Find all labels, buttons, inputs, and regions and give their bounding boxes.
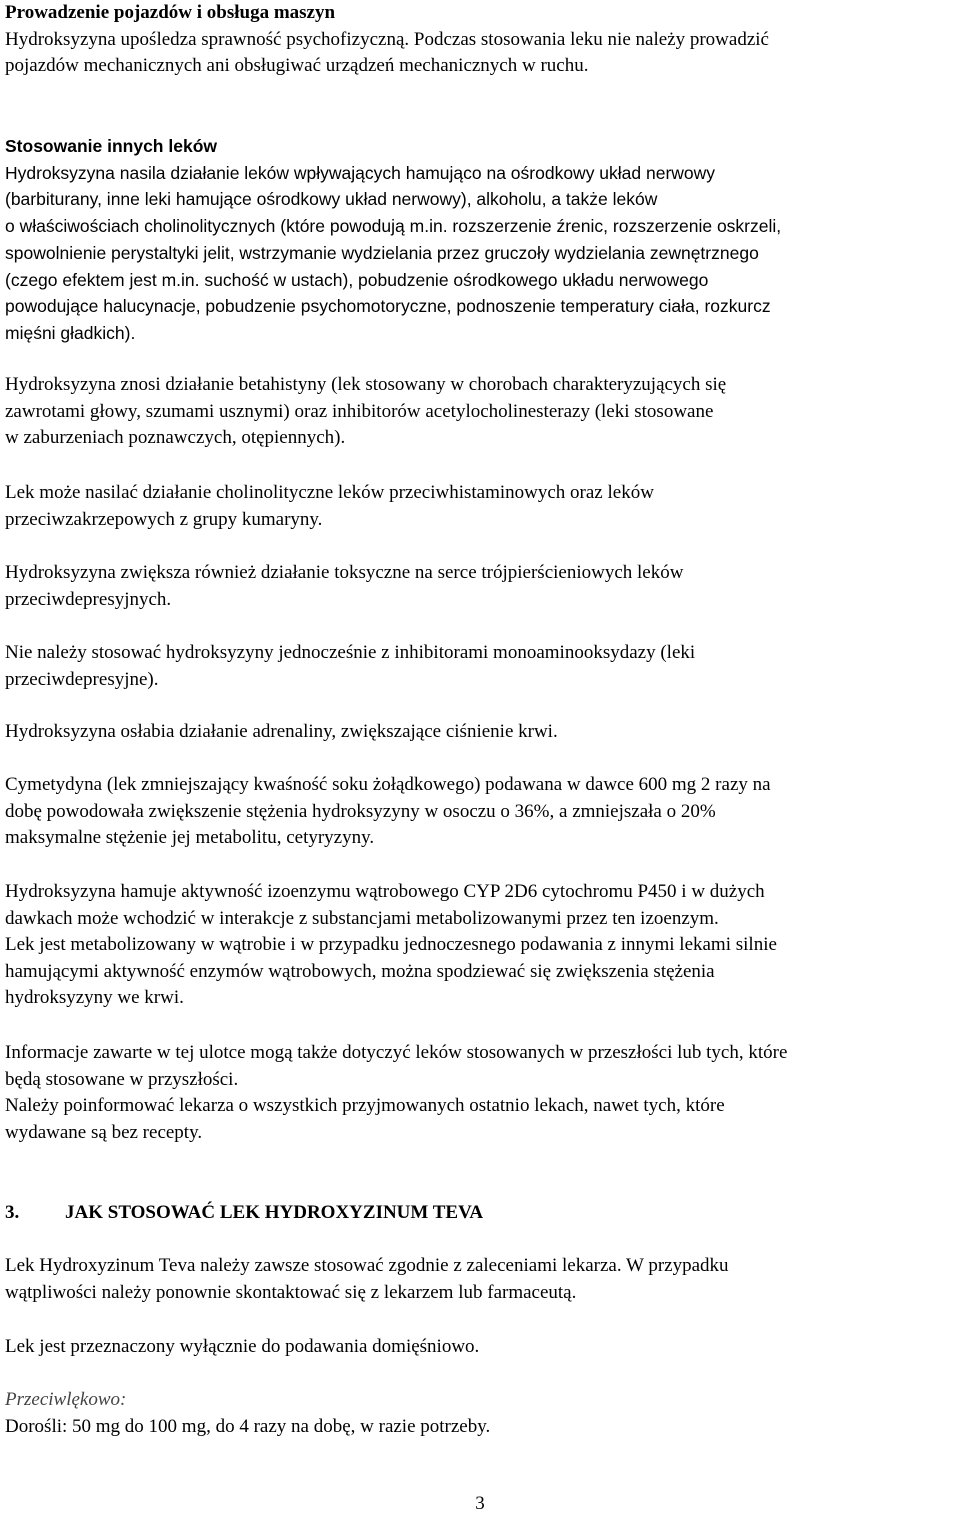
paragraph-line: maksymalne stężenie jej metabolitu, cetyryzyny. [5,827,375,849]
adrenaline-paragraph [5,719,955,746]
paragraph-line: przeciwdepresyjnych. [5,588,172,610]
driving-heading: Prowadzenie pojazdów i obsługa maszyn [5,2,336,23]
other-drugs-line: (czego efektem jest m.in. suchość w ustach), pobudzenie ośrodkowego układu nerwowego [5,269,709,290]
other-drugs-line: o właściwościach cholinolitycznych (które powodują m.in. rozszerzenie źrenic, rozszerzenie oskrzeli, [5,216,782,237]
page-number: 3 [475,1493,485,1514]
other-drugs-section [5,133,955,347]
cimetidine-paragraph [5,772,955,852]
paragraph-line: hamującymi aktywność enzymów wątrobowych, można spodziewać się zwiększenia stężenia [5,960,715,982]
paragraph-line: Lek Hydroxyzinum Teva należy zawsze stosować zgodnie z zaleceniami lekarza. W przypadku [5,1255,729,1276]
paragraph-line: Hydroksyzyna hamuje aktywność izoenzymu wątrobowego CYP 2D6 cytochromu P450 i w dużych [5,881,765,902]
tricyclic-paragraph [5,560,955,613]
driving-line-1: Hydroksyzyna upośledza sprawność psychofizyczną. Podczas stosowania leku nie należy prowadzić [5,28,769,50]
paragraph-line: Cymetydyna (lek zmniejszający kwaśność soku żołądkowego) podawana w dawce 600 mg 2 razy na [5,774,771,795]
dosage-line: Dorośli: 50 mg do 100 mg, do 4 razy na dobę, w razie potrzeby. [5,1415,491,1437]
paragraph-line: hydroksyzyny we krwi. [5,987,184,1009]
section-3-heading [5,1200,955,1227]
cyp-paragraph [5,879,955,1012]
paragraph-line: Lek jest metabolizowany w wątrobie i w przypadku jednoczesnego podawania z innymi lekami silnie [5,934,777,956]
other-drugs-line: mięśni gładkich). [5,322,136,343]
other-drugs-heading: Stosowanie innych leków [5,136,217,156]
dosage-block [5,1387,955,1440]
paragraph-line: dobę powodowała zwiększenie stężenia hydroksyzyny w osoczu o 36%, a zmniejszała o 20% [5,800,716,822]
paragraph-line: będą stosowane w przyszłości. [5,1068,239,1090]
dosage-subheading: Przeciwlękowo: [5,1389,127,1410]
paragraph-line: Hydroksyzyna osłabia działanie adrenaliny, zwiększające ciśnienie krwi. [5,721,558,742]
paragraph-line: Lek może nasilać działanie cholinolityczne leków przeciwhistaminowych oraz leków [5,482,654,503]
paragraph-line: wątpliwości należy ponownie skontaktować się z lekarzem lub farmaceutą. [5,1281,577,1303]
paragraph-line: Hydroksyzyna znosi działanie betahistyny (lek stosowany w chorobach charakteryzujących się [5,374,727,395]
paragraph-line: przeciwdepresyjne). [5,668,159,690]
cholinolytic-paragraph [5,480,955,533]
paragraph-line: Lek jest przeznaczony wyłącznie do podawania domięśniowo. [5,1336,480,1357]
driving-section [5,0,955,80]
paragraph-line: w zaburzeniach poznawczych, otępiennych). [5,427,346,449]
paragraph-line: Informacje zawarte w tej ulotce mogą także dotyczyć leków stosowanych w przeszłości lub tych, które [5,1042,788,1063]
other-drugs-line: Hydroksyzyna nasila działanie leków wpływających hamująco na ośrodkowy układ nerwowy [5,162,716,183]
paragraph-line: zawrotami głowy, szumami usznymi) oraz inhibitorów acetylocholinesterazy (leki stosowane [5,400,714,422]
betahistine-paragraph [5,372,955,452]
other-drugs-line: spowolnienie perystaltyki jelit, wstrzymanie wydzielania przez gruczoły wydzielania zewnętrznego [5,242,759,263]
driving-line-2: pojazdów mechanicznych ani obsługiwać urządzeń mechanicznych w ruchu. [5,55,589,77]
other-drugs-line: (barbiturany, inne leki hamujące ośrodkowy układ nerwowy), alkoholu, a także leków [5,189,658,210]
paragraph-line: Należy poinformować lekarza o wszystkich przyjmowanych ostatnio lekach, nawet tych, które [5,1095,725,1117]
paragraph-line: przeciwzakrzepowych z grupy kumaryny. [5,508,323,530]
info-paragraph [5,1040,955,1146]
administration-route [5,1334,955,1361]
maoi-paragraph [5,640,955,693]
section-3-intro [5,1253,955,1306]
section-number: 3. [5,1202,20,1223]
section-title: JAK STOSOWAĆ LEK HYDROXYZINUM TEVA [65,1202,484,1223]
paragraph-line: Hydroksyzyna zwiększa również działanie toksyczne na serce trójpierścieniowych leków [5,562,684,583]
paragraph-line: dawkach może wchodzić w interakcje z substancjami metabolizowanymi przez ten izoenzym. [5,907,719,929]
paragraph-line: wydawane są bez recepty. [5,1121,203,1143]
paragraph-line: Nie należy stosować hydroksyzyny jednocześnie z inhibitorami monoaminooksydazy (leki [5,642,696,663]
other-drugs-line: powodujące halucynacje, pobudzenie psychomotoryczne, podnoszenie temperatury ciała, rozkurcz [5,296,771,317]
